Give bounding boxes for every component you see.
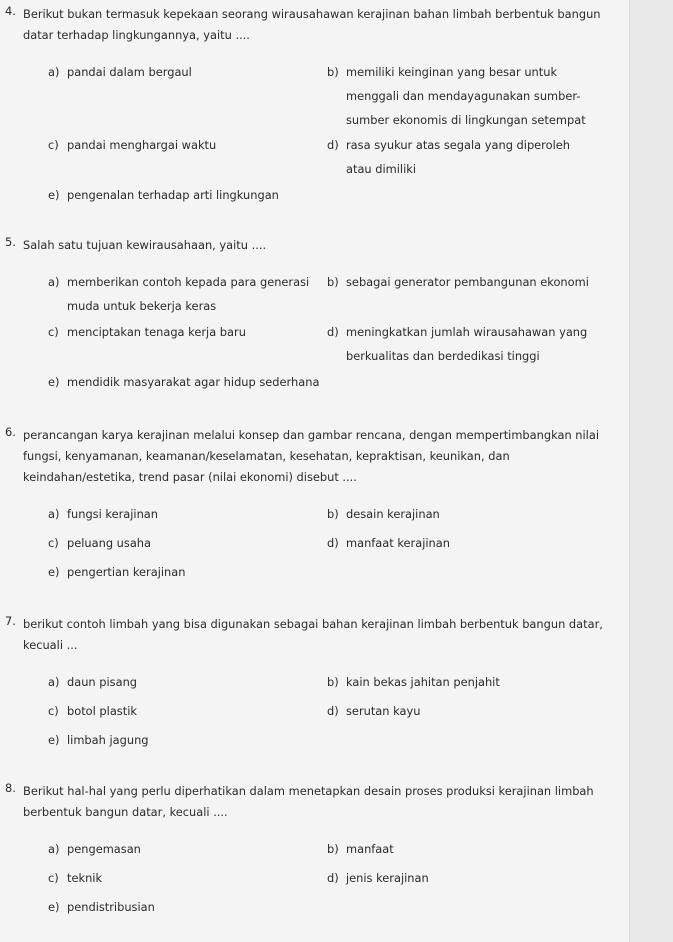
option-text: pandai dalam bergaul: [67, 65, 192, 79]
option-label: a): [48, 65, 60, 79]
option-e[interactable]: [48, 728, 149, 752]
option-text: pandai menghargai waktu: [67, 138, 217, 152]
option-a[interactable]: [48, 60, 192, 84]
option-label: c): [48, 704, 59, 718]
option-text: rasa syukur atas segala yang diperoleh atau dimiliki: [346, 138, 570, 176]
option-text: teknik: [67, 871, 103, 885]
option-text: sebagai generator pembangunan ekonomi: [346, 275, 589, 289]
option-label: b): [327, 275, 339, 289]
option-b[interactable]: [327, 502, 440, 526]
option-b[interactable]: [327, 60, 599, 132]
option-text: desain kerajinan: [346, 507, 440, 521]
option-d[interactable]: [327, 320, 599, 368]
option-label: b): [327, 842, 339, 856]
option-e[interactable]: [48, 560, 185, 584]
option-d[interactable]: [327, 133, 599, 181]
option-d[interactable]: [327, 699, 420, 723]
option-d[interactable]: [327, 531, 450, 555]
option-label: a): [48, 507, 60, 521]
option-a[interactable]: [48, 670, 137, 694]
option-a[interactable]: [48, 270, 318, 318]
option-b[interactable]: [327, 270, 589, 294]
option-label: e): [48, 188, 60, 202]
option-text: meningkatkan jumlah wirausahawan yang berkualitas dan berdedikasi tinggi: [346, 325, 588, 363]
option-label: c): [48, 871, 59, 885]
option-c[interactable]: [48, 866, 102, 890]
question-text: perancangan karya kerajinan melalui konsep dan gambar rencana, dengan mempertimbangkan nilai fungsi, kenyamanan, keamanan/keselamatan, kesehatan, kepraktisan, keunikan, dan keindahan/estetika, trend pasar (nilai ekonomi) disebut ....: [23, 428, 599, 484]
option-label: c): [48, 536, 59, 550]
option-text: fungsi kerajinan: [67, 507, 159, 521]
option-e[interactable]: [48, 370, 319, 394]
option-text: pengemasan: [67, 842, 141, 856]
option-label: d): [327, 704, 339, 718]
option-text: pendistribusian: [67, 900, 155, 914]
option-label: b): [327, 507, 339, 521]
option-label: d): [327, 871, 339, 885]
question-text: berikut contoh limbah yang bisa digunakan sebagai bahan kerajinan limbah berbentuk bangun datar, kecuali ...: [23, 617, 603, 652]
option-text: serutan kayu: [346, 704, 421, 718]
question-number: 6.: [5, 425, 16, 439]
option-label: e): [48, 733, 60, 747]
option-text: memberikan contoh kepada para generasi muda untuk bekerja keras: [67, 275, 310, 313]
page-edge: [629, 0, 673, 942]
option-e[interactable]: [48, 895, 155, 919]
option-label: c): [48, 138, 59, 152]
option-b[interactable]: [327, 670, 500, 694]
option-text: pengertian kerajinan: [67, 565, 186, 579]
option-label: c): [48, 325, 59, 339]
option-label: a): [48, 275, 60, 289]
option-b[interactable]: [327, 837, 394, 861]
option-label: d): [327, 138, 339, 152]
option-text: memiliki keinginan yang besar untuk menggali dan mendayagunakan sumber-sumber ekonomis di lingkungan setempat: [346, 65, 586, 127]
option-c[interactable]: [48, 699, 137, 723]
option-d[interactable]: [327, 866, 429, 890]
question-number: 5.: [5, 235, 16, 249]
option-c[interactable]: [48, 320, 246, 344]
option-c[interactable]: [48, 531, 151, 555]
option-e[interactable]: [48, 183, 279, 207]
question-number: 7.: [5, 614, 16, 628]
option-text: menciptakan tenaga kerja baru: [67, 325, 246, 339]
option-text: kain bekas jahitan penjahit: [346, 675, 500, 689]
question-text: Berikut hal-hal yang perlu diperhatikan dalam menetapkan desain proses produksi kerajinan limbah berbentuk bangun datar, kecuali ....: [23, 784, 594, 819]
option-text: manfaat: [346, 842, 394, 856]
option-text: manfaat kerajinan: [346, 536, 450, 550]
question-number: 8.: [5, 781, 16, 795]
option-text: pengenalan terhadap arti lingkungan: [67, 188, 279, 202]
option-label: e): [48, 565, 60, 579]
option-text: jenis kerajinan: [346, 871, 429, 885]
option-text: daun pisang: [67, 675, 138, 689]
option-a[interactable]: [48, 837, 141, 861]
option-label: a): [48, 842, 60, 856]
question-number: 4.: [5, 4, 16, 18]
question-text: Berikut bukan termasuk kepekaan seorang wirausahawan kerajinan bahan limbah berbentuk bangun datar terhadap lingkungannya, yaitu ....: [23, 7, 601, 42]
option-label: e): [48, 900, 60, 914]
question-text: Salah satu tujuan kewirausahaan, yaitu ....: [23, 238, 267, 252]
option-label: a): [48, 675, 60, 689]
option-text: limbah jagung: [67, 733, 149, 747]
option-label: d): [327, 325, 339, 339]
option-text: botol plastik: [67, 704, 137, 718]
option-label: b): [327, 675, 339, 689]
option-label: e): [48, 375, 60, 389]
option-text: peluang usaha: [67, 536, 152, 550]
option-c[interactable]: [48, 133, 216, 157]
option-label: d): [327, 536, 339, 550]
option-text: mendidik masyarakat agar hidup sederhana: [67, 375, 320, 389]
option-a[interactable]: [48, 502, 158, 526]
option-label: b): [327, 65, 339, 79]
